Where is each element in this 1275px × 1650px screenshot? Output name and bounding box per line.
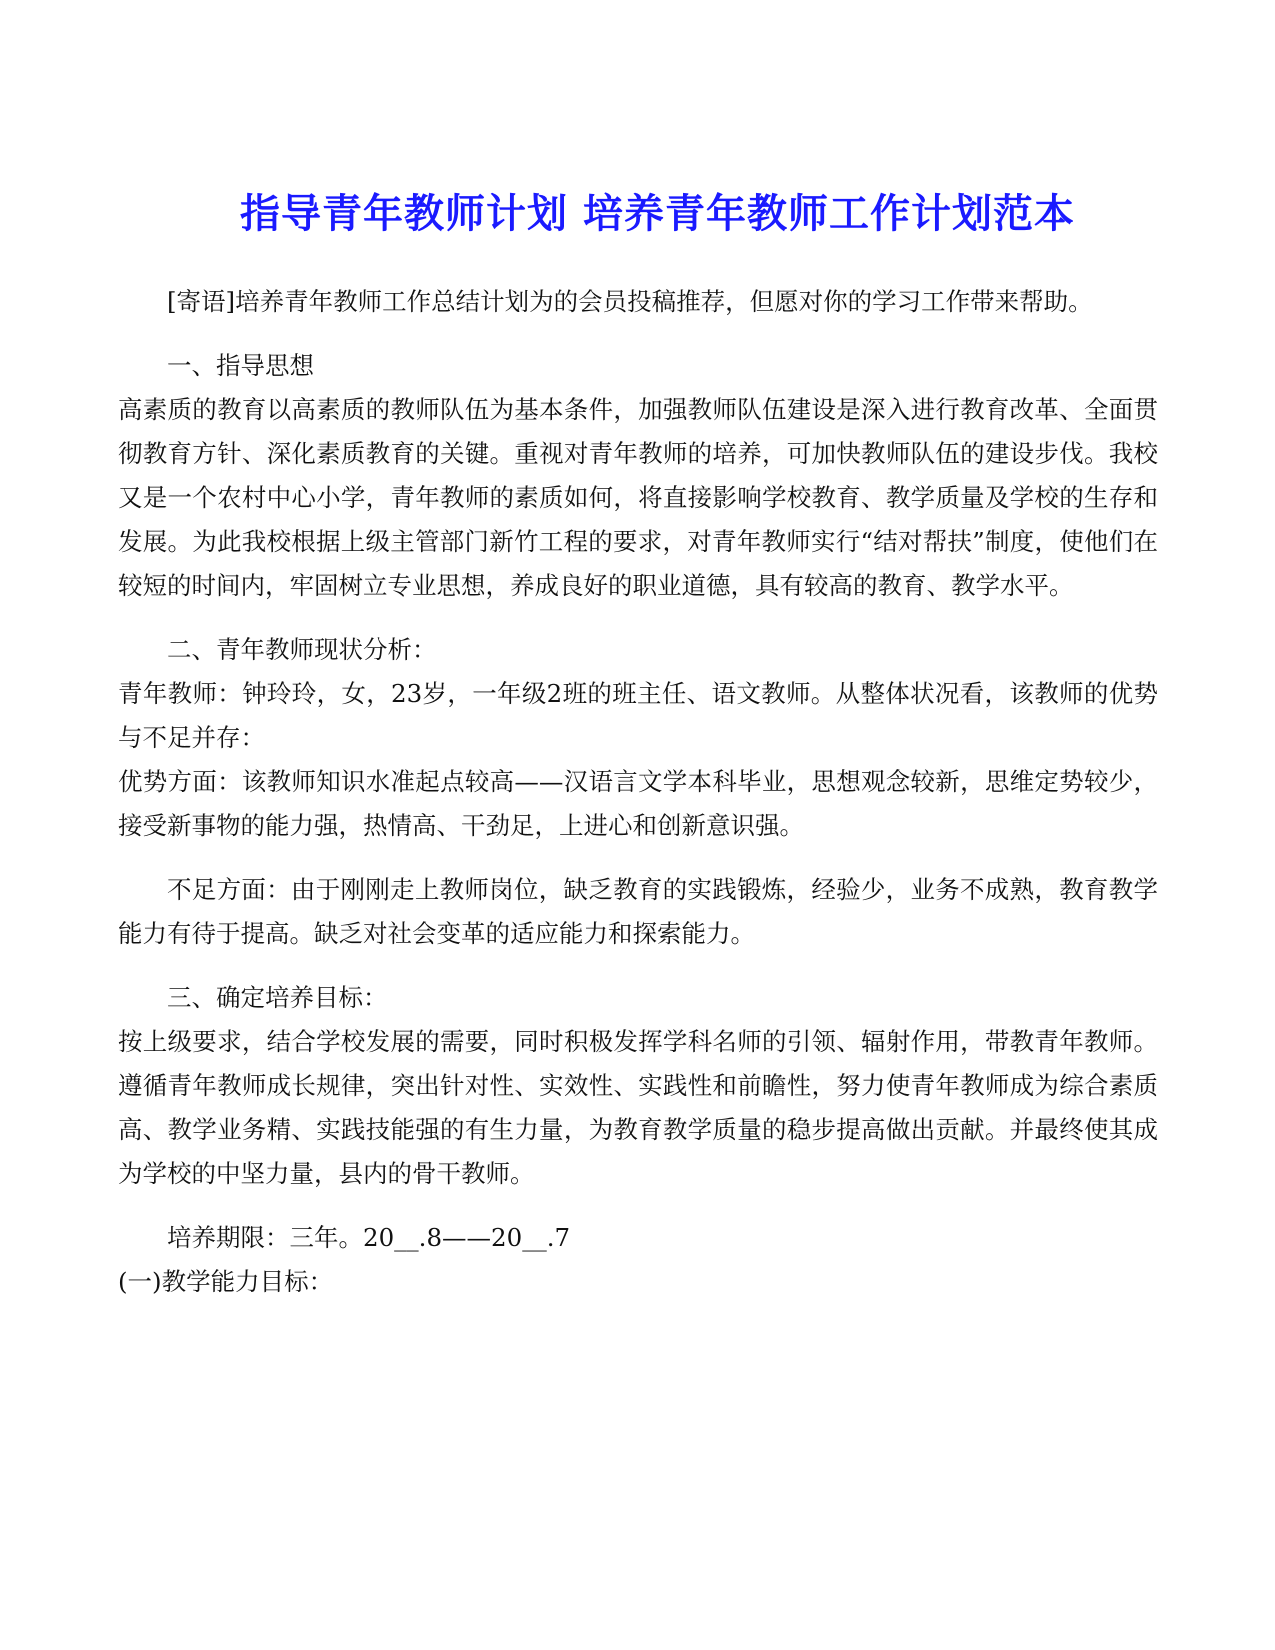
- document-body: [118, 280, 1158, 1304]
- section-heading-status-analysis: 二、青年教师现状分析：: [167, 635, 437, 664]
- section-heading-guiding-thought: 一、指导思想: [167, 351, 314, 380]
- subheading-teaching-ability-goals: (一)教学能力目标：: [118, 1267, 334, 1296]
- intro-paragraph: [寄语]培养青年教师工作总结计划为的会员投稿推荐，但愿对你的学习工作带来帮助。: [167, 287, 1093, 316]
- section-heading-training-goals: 三、确定培养目标：: [167, 983, 388, 1012]
- weaknesses-paragraph: 不足方面：由于刚刚走上教师岗位，缺乏教育的实践锻炼，经验少，业务不成熟，教育教学能力有待于提高。缺乏对社会变革的适应能力和探索能力。: [118, 875, 1158, 948]
- training-period-paragraph: 培养期限：三年。20__.8——20__.7: [167, 1223, 571, 1252]
- document-title: 指导青年教师计划 培养青年教师工作计划范本: [240, 191, 1075, 237]
- guiding-thought-paragraph: 高素质的教育以高素质的教师队伍为基本条件，加强教师队伍建设是深入进行教育改革、全面贯彻教育方针、深化素质教育的关键。重视对青年教师的培养，可加快教师队伍的建设步伐。我校又是一个农村中心小学，青年教师的素质如何，将直接影响学校教育、教学质量及学校的生存和发展。为此我校根据上级主管部门新竹工程的要求，对青年教师实行“结对帮扶”制度，使他们在较短的时间内，牢固树立专业思想，养成良好的职业道德，具有较高的教育、教学水平。: [118, 395, 1158, 600]
- teacher-profile-paragraph: 青年教师：钟玲玲，女，23岁，一年级2班的班主任、语文教师。从整体状况看，该教师的优势与不足并存：: [118, 679, 1158, 752]
- training-goals-paragraph: 按上级要求，结合学校发展的需要，同时积极发挥学科名师的引领、辐射作用，带教青年教师。遵循青年教师成长规律，突出针对性、实效性、实践性和前瞻性，努力使青年教师成为综合素质高、教学业务精、实践技能强的有生力量，为教育教学质量的稳步提高做出贡献。并最终使其成为学校的中坚力量，县内的骨干教师。: [118, 1027, 1158, 1188]
- strengths-paragraph: 优势方面：该教师知识水准起点较高——汉语言文学本科毕业，思想观念较新，思维定势较少，接受新事物的能力强，热情高、干劲足，上进心和创新意识强。: [118, 767, 1158, 840]
